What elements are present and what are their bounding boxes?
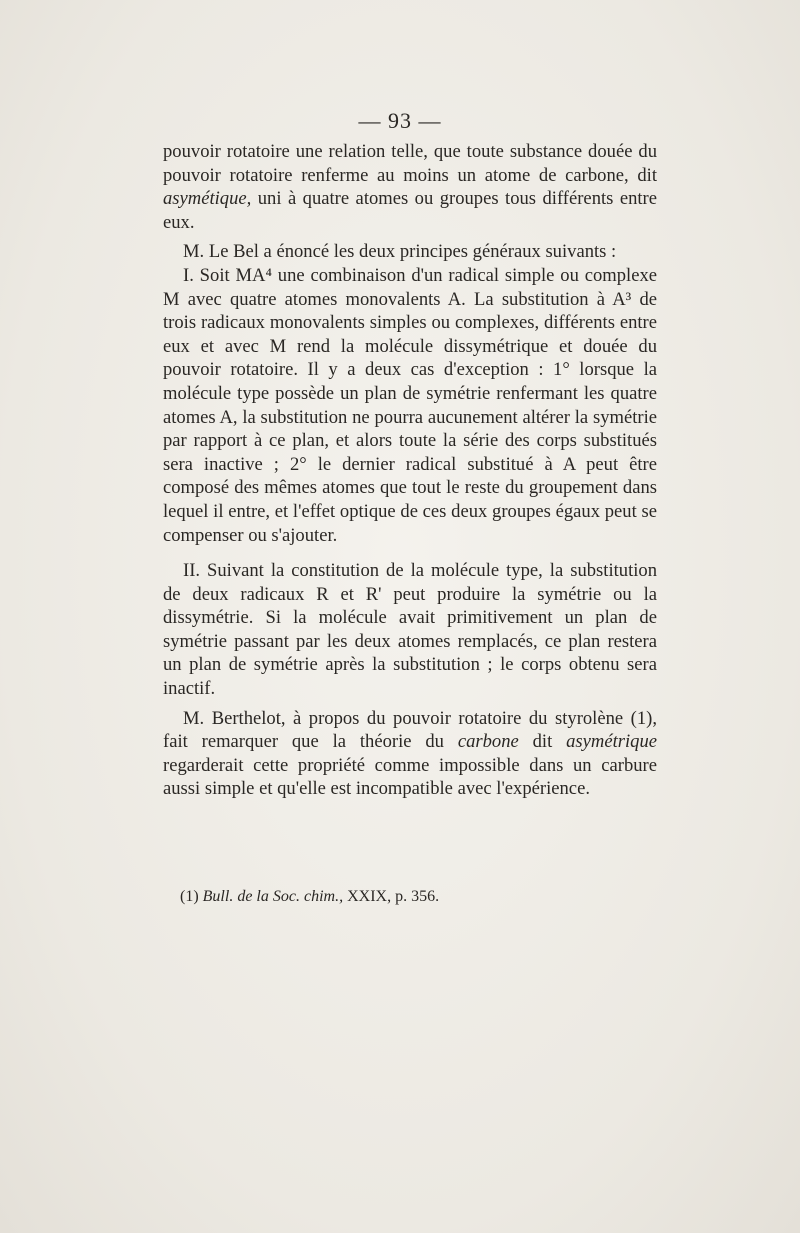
emphasis-asymetique: asymétique, [163, 188, 252, 210]
footnote [180, 887, 660, 907]
paragraph-intro [163, 140, 657, 234]
paragraph-berthelot-middle: dit [518, 731, 567, 753]
paragraph-intro-text: pouvoir rotatoire une relation telle, que toute substance douée du pouvoir rotatoire renferme au moins un atome de carbone, dit [163, 141, 657, 186]
paragraph-berthelot-tail: regarderait cette propriété comme impossible dans un carbure aussi simple et qu'elle est incompatible avec l'expérience. [163, 754, 657, 800]
paragraph-principle-one: I. Soit MA⁴ une combinaison d'un radical simple ou complexe M avec quatre atomes monovalents A. La substitution à A³ de trois radicaux monovalents simples ou complexes, différents entre eux et avec M rend la molécule dissymétrique et douée du pouvoir rotatoire. Il y a deux cas d'exception : 1° lorsque la molécule type possède un plan de symétrie renfermant les quatre atomes A, la substitution ne pourra aucunement altérer la symétrie par rapport à ce plan, et alors toute la série des corps substitués sera inactive ; 2° le dernier radical substitué à A peut être composé des mêmes atomes que tout le reste du groupement dans lequel il entre, et l'effet optique de ces deux groupes égaux peut se compenser ou s'ajouter. [163, 264, 657, 546]
page-number: — 93 — [358, 108, 442, 133]
paragraph-intro-tail: uni à quatre atomes ou groupes tous différents entre eux. [163, 188, 657, 233]
paragraph-berthelot-text: M. Berthelot, à propos du pouvoir rotatoire du styrolène (1), fait remarquer que la théorie du [163, 707, 657, 753]
footnote-source: Bull. de la Soc. chim., [202, 888, 344, 905]
footnote-marker: (1) [180, 888, 199, 905]
emphasis-asymetrique: asymétrique [566, 731, 657, 753]
paragraph-berthelot [163, 707, 657, 801]
paragraph-principle-two: II. Suivant la constitution de la molécule type, la substitution de deux radicaux R et R' peut produire la symétrie ou la dissymétrie. Si la molécule avait primitivement un plan de symétrie passant par les deux atomes remplacés, ce plan restera un plan de symétrie après la substitution ; le corps obtenu sera inactif. [163, 560, 657, 700]
body-text [163, 140, 657, 801]
emphasis-carbone: carbone [457, 731, 519, 753]
footnote-reference: XXIX, p. 356. [347, 888, 440, 905]
paragraph-le-bel: M. Le Bel a énoncé les deux principes généraux suivants : [183, 241, 617, 263]
